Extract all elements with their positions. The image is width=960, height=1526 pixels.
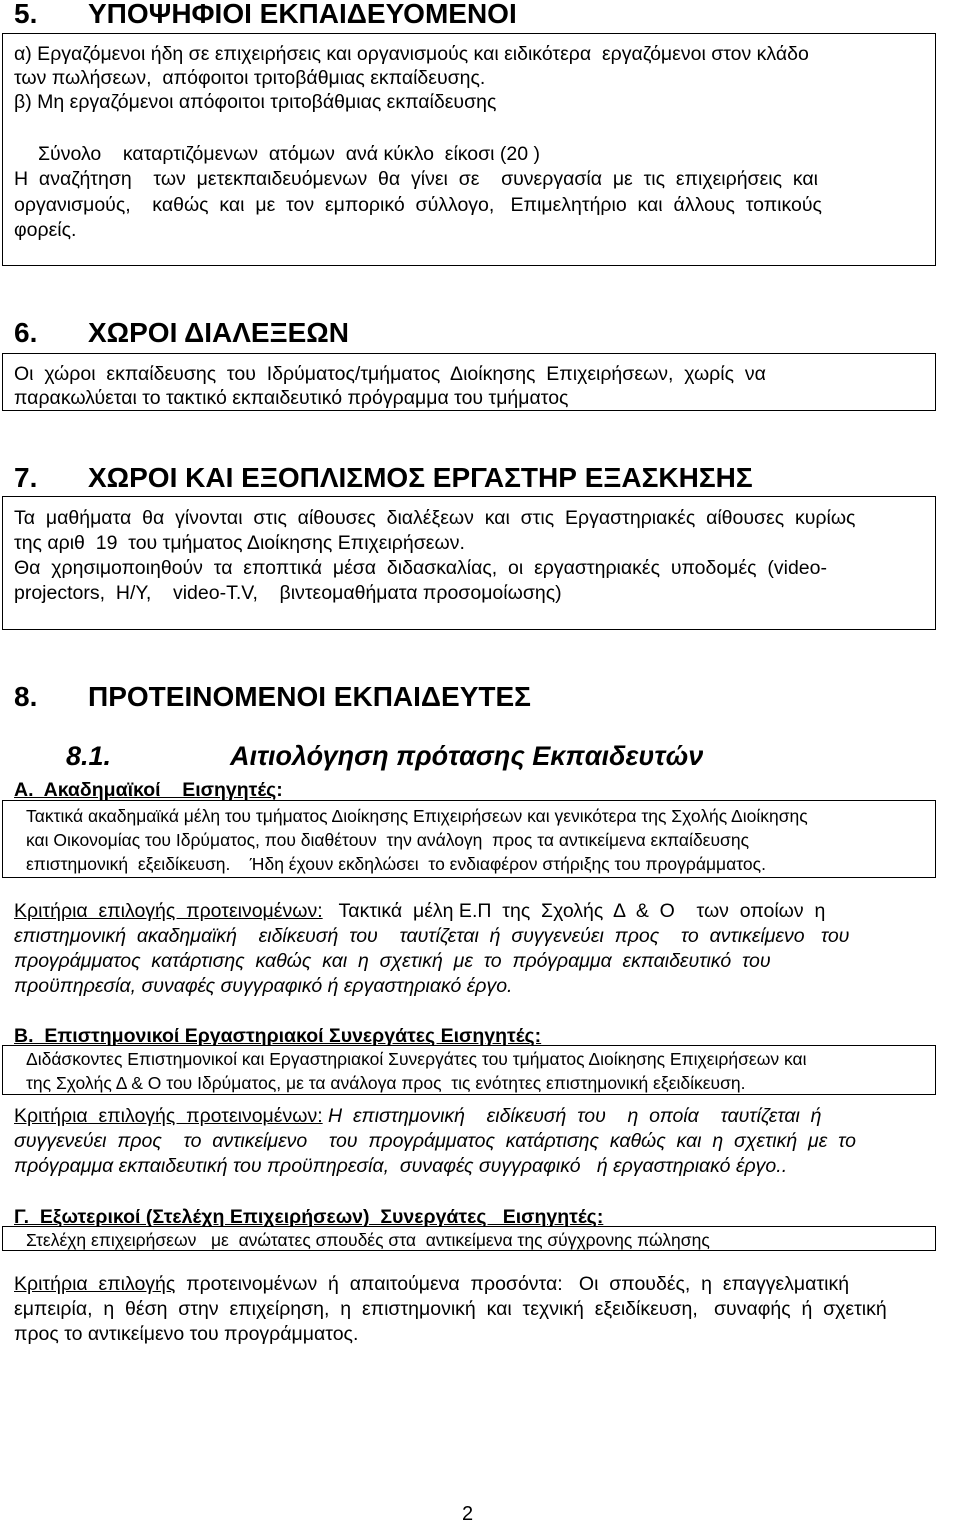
criteria-text: Η επιστημονική ειδίκευσή του η οποία ταυτίζεται ή — [322, 1105, 822, 1127]
paragraph-line: παρακωλύεται το τακτικό εκπαιδευτικό πρόγραμμα του τμήματος — [14, 387, 569, 409]
criteria-line: πρόγραμμα εκπαιδευτική του προϋπηρεσία, συναφές συγγραφικό ή εργαστηριακό έργο.. — [14, 1155, 788, 1177]
criteria-line: συγγενεύει προς το αντικείμενο του προγράμματος κατάρτισης καθώς και η σχετική με το — [14, 1130, 856, 1152]
subsection-b-heading: Β. Επιστημονικοί Εργαστηριακοί Συνεργάτες Εισηγητές: — [14, 1025, 542, 1047]
criteria-line — [14, 1272, 849, 1296]
paragraph-line: projectors, Η/Υ, video-T.V, βιντεομαθήματα προσομοίωσης) — [14, 582, 562, 604]
criteria-line: επιστημονική ακαδημαϊκή ειδίκευσή του ταυτίζεται ή συγγενεύει προς το αντικείμενο του — [14, 925, 850, 947]
section-title: ΧΩΡΟΙ ΚΑΙ ΕΞΟΠΛΙΣΜΟΣ ΕΡΓΑΣΤΗΡ ΕΞΑΣΚΗΣΗΣ — [88, 462, 753, 493]
paragraph-line: Στελέχη επιχειρήσεων με ανώτατες σπουδές στα αντικείμενα της σύγχρονης πώλησης — [26, 1230, 710, 1250]
paragraph-line: και Οικονομίας του Ιδρύματος, που διαθέτουν την ανάλογη προς τα αντικείμενα εκπαίδευσης — [26, 830, 750, 850]
page-number: 2 — [462, 1503, 474, 1525]
section-number: 8. — [14, 681, 38, 712]
criteria-text: προτεινομένων ή απαιτούμενα προσόντα: Οι σπουδές, η επαγγελματική — [175, 1273, 850, 1295]
section-8-heading — [14, 681, 531, 713]
criteria-label: Κριτήρια επιλογής προτεινομένων: — [14, 900, 323, 922]
criteria-line: εμπειρία, η θέση στην επιχείρηση, η επιστημονική και τεχνική εξειδίκευση, συναφής ή σχετική — [14, 1298, 887, 1320]
paragraph-line: Σύνολο καταρτιζόμενων ατόμων ανά κύκλο είκοσι (20 ) — [38, 143, 541, 165]
paragraph-line: των πωλήσεων, απόφοιτοι τριτοβάθμιας εκπαίδευσης. — [14, 67, 486, 89]
section-5-heading — [14, 0, 517, 30]
paragraph-line: Τακτικά ακαδημαϊκά μέλη του τμήματος Διοίκησης Επιχειρήσεων και γενικότερα της Σχολής Διοίκησης — [26, 806, 808, 826]
section-7-heading — [14, 462, 753, 494]
section-number: 6. — [14, 317, 38, 348]
section-number: 5. — [14, 0, 38, 29]
paragraph-line: Οι χώροι εκπαίδευσης του Ιδρύματος/τμήματος Διοίκησης Επιχειρήσεων, χωρίς να — [14, 363, 766, 385]
paragraph-line: Θα χρησιμοποιηθούν τα εποπτικά μέσα διδασκαλίας, οι εργαστηριακές υποδομές (video- — [14, 557, 827, 579]
criteria-label: Κριτήρια επιλογής — [14, 1273, 176, 1295]
section-title: ΠΡΟΤΕΙΝΟΜΕΝΟΙ ΕΚΠΑΙΔΕΥΤΕΣ — [88, 681, 531, 712]
criteria-line: προς το αντικείμενο του προγράμματος. — [14, 1323, 359, 1345]
paragraph-line: φορείς. — [14, 219, 77, 241]
section-number: 7. — [14, 462, 38, 493]
criteria-line — [14, 899, 825, 923]
criteria-line — [14, 1104, 821, 1128]
criteria-text: Τακτικά μέλη Ε.Π της Σχολής Δ & Ο των οποίων η — [322, 900, 826, 922]
subsection-number: 8.1. — [66, 741, 112, 771]
paragraph-line: β) Μη εργαζόμενοι απόφοιτοι τριτοβάθμιας εκπαίδευσης — [14, 91, 497, 113]
colon: : — [276, 779, 283, 801]
paragraph-line: επιστημονική εξειδίκευση. Ήδη έχουν εκδηλώσει το ενδιαφέρον στήριξης του προγράμματος. — [26, 854, 766, 874]
paragraph-line: Τα μαθήματα θα γίνονται στις αίθουσες διαλέξεων και στις Εργαστηριακές αίθουσες κυρίως — [14, 507, 856, 529]
subsection-title: Αιτιολόγηση πρότασης Εκπαιδευτών — [230, 741, 704, 771]
criteria-line: προϋπηρεσία, συναφές συγγραφικό ή εργαστηριακό έργο. — [14, 975, 513, 997]
section-title: ΧΩΡΟΙ ΔΙΑΛΕΞΕΩΝ — [88, 317, 349, 348]
paragraph-line: α) Εργαζόμενοι ήδη σε επιχειρήσεις και οργανισμούς και ειδικότερα εργαζόμενοι στον κλάδο — [14, 43, 809, 65]
criteria-line: προγράμματος κατάρτισης καθώς και η σχετική με το πρόγραμμα εκπαιδευτικό του — [14, 950, 771, 972]
section-title: ΥΠΟΨΗΦΙΟΙ ΕΚΠΑΙΔΕΥΟΜΕΝΟΙ — [88, 0, 517, 29]
paragraph-line: της Σχολής Δ & Ο του Ιδρύματος, με τα ανάλογα προς τις ενότητες επιστημονική εξειδίκευση. — [26, 1073, 746, 1093]
paragraph-line: Διδάσκοντες Επιστημονικοί και Εργαστηριακοί Συνεργάτες του τμήματος Διοίκησης Επιχειρήσεων και — [26, 1049, 807, 1069]
paragraph-line: οργανισμούς, καθώς και με τον εμπορικό σύλλογο, Επιμελητήριο και άλλους τοπικούς — [14, 194, 822, 216]
criteria-label: Κριτήρια επιλογής προτεινομένων: — [14, 1105, 323, 1127]
subsection-g-heading: Γ. Εξωτερικοί (Στελέχη Επιχειρήσεων) Συνεργάτες Εισηγητές: — [14, 1206, 604, 1228]
section-6-heading — [14, 317, 349, 349]
subsection-a-label: Α. Ακαδημαϊκοί Εισηγητές — [14, 779, 277, 801]
subsection-a-heading — [14, 778, 283, 802]
paragraph-line: της αριθ 19 του τμήματος Διοίκησης Επιχειρήσεων. — [14, 532, 465, 554]
paragraph-line: Η αναζήτηση των μετεκπαιδευόμενων θα γίνει σε συνεργασία με τις επιχειρήσεις και — [14, 168, 818, 190]
